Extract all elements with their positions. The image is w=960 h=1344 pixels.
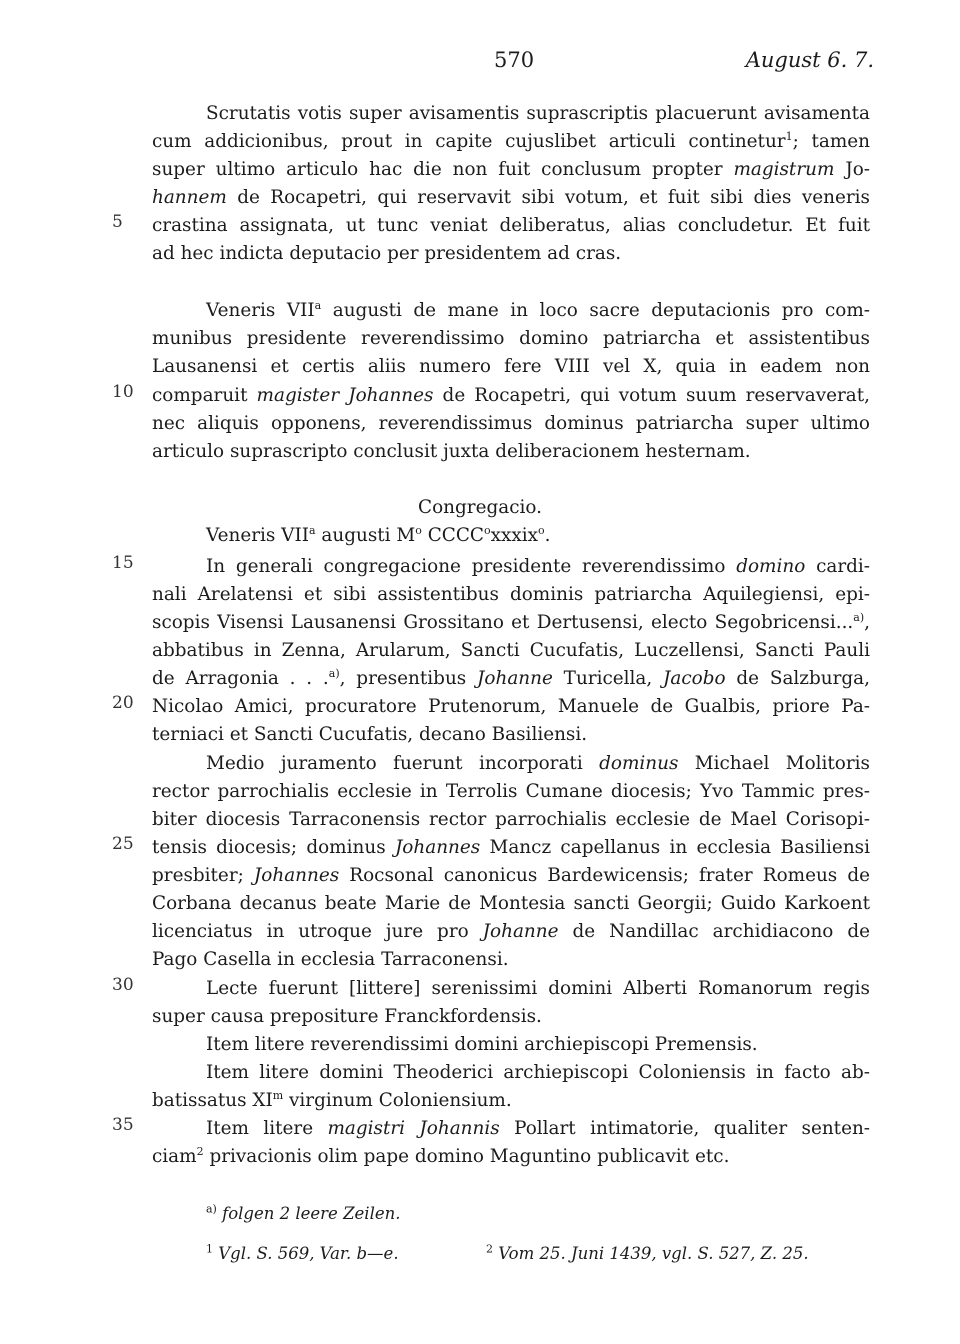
- section-heading: Congregacio.: [418, 497, 542, 518]
- text-line: crastina assignata, ut tunc veniat deliberatus, alias concludetur. Et fuit: [152, 215, 870, 236]
- text-line: biter diocesis Tarraconensis rector parrochialis ecclesie de Mael Corisopi-: [152, 809, 870, 830]
- date-line: Veneris VII$^a$ augusti $M^o$ CCCC$^o$xxxix$^o$.: [206, 523, 551, 546]
- text-line: Item litere reverendissimi domini archiepiscopi Premensis.: [206, 1034, 758, 1055]
- text-line: ad hec indicta deputacio per presidentem ad cras.: [152, 243, 622, 264]
- text-line: cum addicionibus, prout in capite cujuslibet articuli continetur$^1$; tamen: [152, 129, 870, 152]
- text-line: nali Arelatensi et sibi assistentibus dominis patriarcha Aquilegiensi, epi-: [152, 584, 870, 605]
- text-line: Lecte fuerunt [littere] serenissimi domini Alberti Romanorum regis: [206, 978, 870, 999]
- line-number: 20: [112, 693, 134, 713]
- footnote-a: $^{a)}$ folgen 2 leere Zeilen.: [206, 1202, 401, 1223]
- text-line: licenciatus in utroque jure pro Johanne de Nandillac archidiacono de: [152, 921, 870, 942]
- text-line: nec aliquis opponens, reverendissimus dominus patriarcha super ultimo: [152, 413, 870, 434]
- text-line: terniaci et Sancti Cucufatis, decano Basiliensi.: [152, 724, 588, 745]
- text-line: presbiter; Johannes Rocsonal canonicus Bardewicensis; frater Romeus de: [152, 865, 870, 886]
- text-line: munibus presidente reverendissimo domino patriarcha et assistentibus: [152, 328, 870, 349]
- text-line: Item litere domini Theoderici archiepiscopi Coloniensis in facto ab-: [206, 1062, 870, 1083]
- text-line: tensis diocesis; dominus Johannes Mancz capellanus in ecclesia Basiliensi: [152, 837, 870, 858]
- text-line: Corbana decanus beate Marie de Montesia sancti Georgii; Guido Karkoent: [152, 893, 870, 914]
- page-number: 570: [494, 48, 535, 72]
- line-number: 5: [112, 212, 123, 232]
- text-line: articulo suprascripto conclusit juxta deliberacionem hesternam.: [152, 441, 751, 462]
- text-line: Item litere magistri Johannis Pollart intimatorie, qualiter senten-: [206, 1118, 871, 1139]
- footnote-1: $^1$ Vgl. S. 569, Var. b—e.: [206, 1242, 399, 1263]
- text-line: Medio juramento fuerunt incorporati dominus Michael Molitoris: [206, 753, 870, 774]
- text-line: scopis Visensi Lausanensi Grossitano et Dertusensi, electo Segobricensi...$^{a)}$,: [152, 610, 870, 633]
- line-number: 30: [112, 975, 134, 995]
- text-line: hannem de Rocapetri, qui reservavit sibi votum, et fuit sibi dies veneris: [152, 187, 870, 208]
- text-line: In generali congregacione presidente reverendissimo domino cardi-: [206, 556, 870, 577]
- page-header: [0, 48, 960, 78]
- text-line: ciam$^2$ privacionis olim pape domino Maguntino publicavit etc.: [152, 1144, 730, 1167]
- line-number: 15: [112, 553, 134, 573]
- text-line: Scrutatis votis super avisamentis suprascriptis placuerunt avisamenta: [206, 103, 870, 124]
- text-line: Pago Casella in ecclesia Tarraconensi.: [152, 949, 509, 970]
- text-line: abbatibus in Zenna, Arularum, Sancti Cucufatis, Luczellensi, Sancti Pauli: [152, 640, 870, 661]
- line-number: 10: [112, 382, 134, 402]
- text-line: de Arragonia . . .$^{a)}$, presentibus Johanne Turicella, Jacobo de Salzburga,: [152, 666, 870, 689]
- text-line: Veneris VII$^a$ augusti de mane in loco sacre deputacionis pro com-: [206, 298, 870, 321]
- text-line: Lausanensi et certis aliis numero fere VIII vel X, quia in eadem non: [152, 356, 870, 377]
- line-number: 25: [112, 834, 134, 854]
- running-head: August 6. 7.: [745, 48, 874, 72]
- text-line: Nicolao Amici, procuratore Prutenorum, Manuele de Gualbis, priore Pa-: [152, 696, 870, 717]
- text-line: batissatus $XI^m$ virginum Coloniensium.: [152, 1088, 512, 1111]
- text-line: super ultimo articulo hac die non fuit conclusum propter magistrum Jo-: [152, 159, 870, 180]
- line-number: 35: [112, 1115, 134, 1135]
- text-line: rector parrochialis ecclesie in Terrolis Cumane diocesis; Yvo Tammic pres-: [152, 781, 870, 802]
- text-line: comparuit magister Johannes de Rocapetri, qui votum suum reservaverat,: [152, 385, 870, 406]
- text-line: super causa prepositure Franckfordensis.: [152, 1006, 542, 1027]
- footnote-2: $^2$ Vom 25. Juni 1439, vgl. S. 527, Z. 25.: [486, 1242, 809, 1263]
